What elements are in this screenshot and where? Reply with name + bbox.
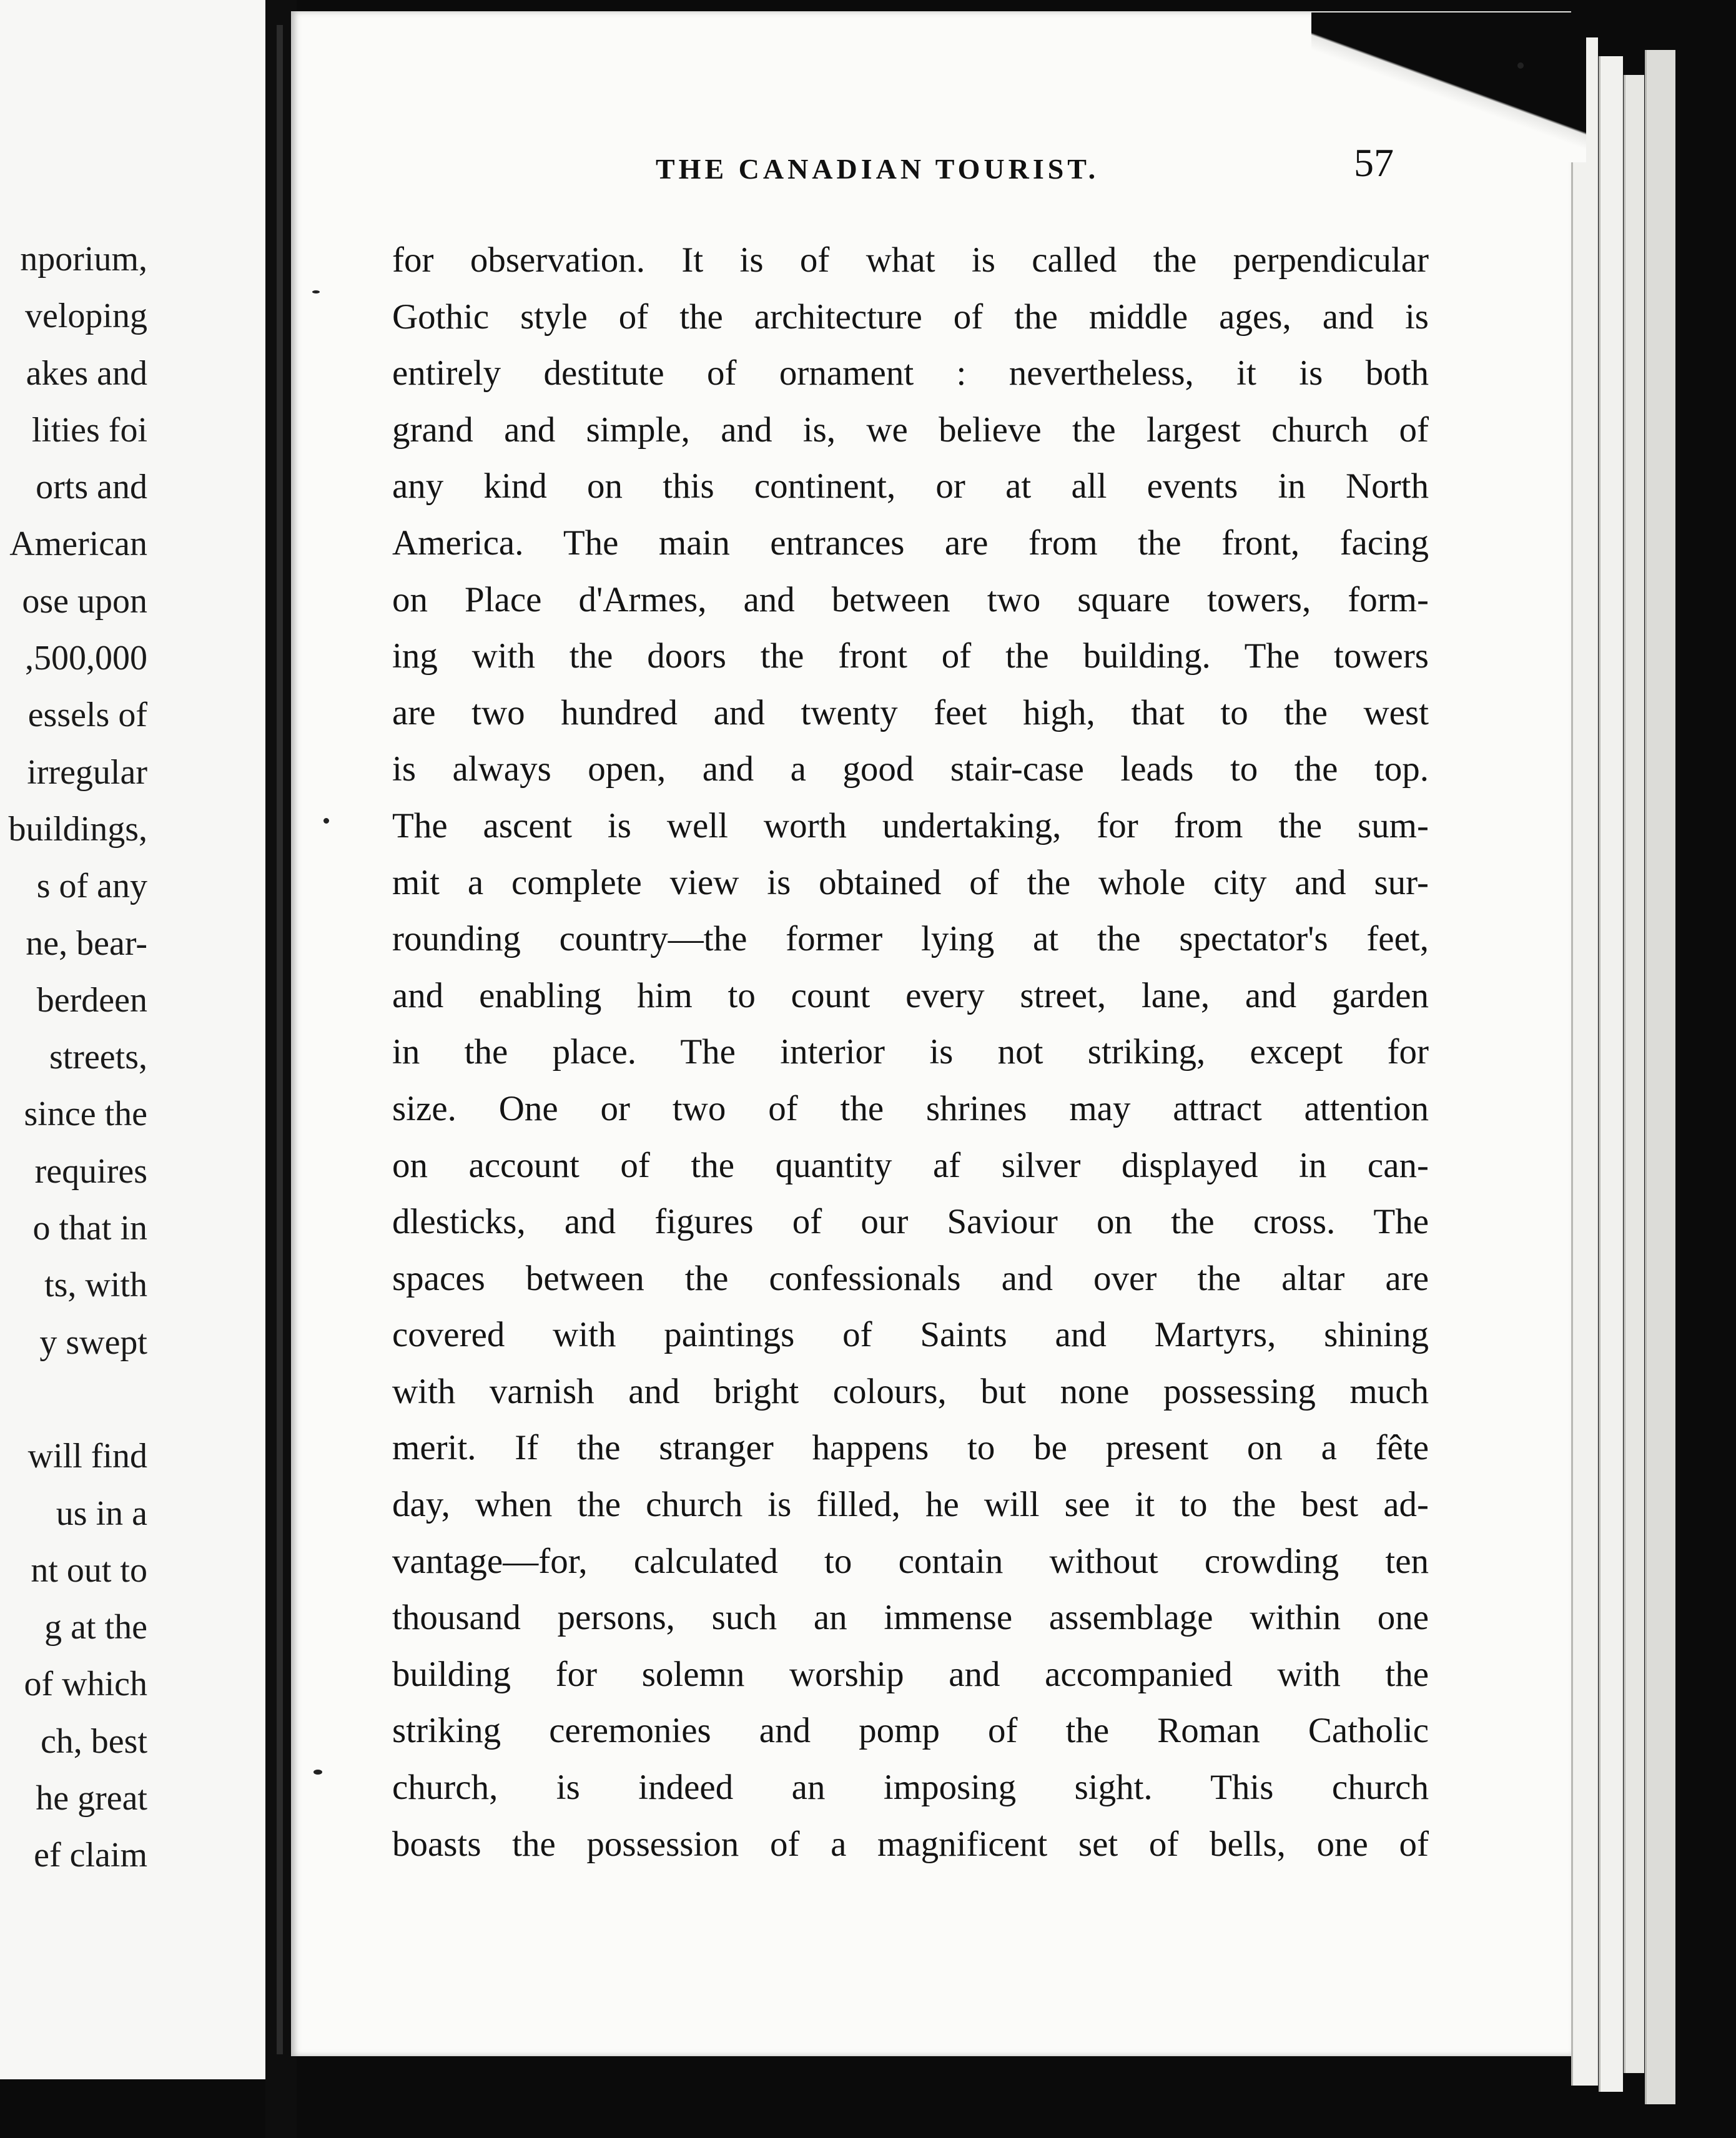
- left-line: since the: [24, 1095, 147, 1134]
- text-line: and enabling him to count every street, lane, and garden: [392, 975, 1429, 1015]
- left-line: essels of: [27, 696, 147, 735]
- left-line: streets,: [49, 1038, 147, 1077]
- body-text: [392, 232, 1429, 1873]
- text-line: on account of the quantity af silver displayed in can-: [392, 1145, 1429, 1185]
- text-line: merit. If the stranger happens to be present on a fête: [392, 1428, 1429, 1468]
- running-head: THE CANADIAN TOURIST.: [656, 153, 1100, 185]
- left-line: [0, 1371, 147, 1428]
- text-line: Gothic style of the architecture of the middle ages, and is: [392, 297, 1429, 337]
- text-line: any kind on this continent, or at all events in North: [392, 466, 1429, 506]
- left-page-text: [0, 231, 147, 1884]
- left-line: veloping: [25, 297, 147, 336]
- ink-speck: [1517, 62, 1524, 69]
- left-line: requires: [34, 1151, 147, 1191]
- ink-speck: [312, 290, 320, 293]
- left-line: ef claim: [34, 1836, 147, 1875]
- left-line: will find: [27, 1437, 147, 1476]
- folded-corner: [1311, 12, 1586, 162]
- page-edge: [1571, 37, 1598, 2086]
- left-line: nporium,: [20, 240, 147, 278]
- page-edge: [1599, 56, 1623, 2092]
- text-line: are two hundred and twenty feet high, that to the west: [392, 692, 1429, 732]
- left-page: [0, 0, 265, 2079]
- page-edge: [1624, 75, 1644, 2073]
- left-line: s of any: [36, 867, 147, 906]
- text-line: thousand persons, such an immense assemblage within one: [392, 1598, 1429, 1638]
- text-line: is always open, and a good stair-case leads to the top.: [392, 749, 1429, 789]
- left-line: ne, bear-: [26, 924, 147, 963]
- text-line: covered with paintings of Saints and Martyrs, shining: [392, 1315, 1429, 1355]
- left-line: he great: [36, 1779, 147, 1818]
- left-line: ose upon: [22, 581, 147, 621]
- ink-speck: [323, 818, 329, 824]
- text-line: church, is indeed an imposing sight. This church: [392, 1768, 1429, 1808]
- text-line: dlesticks, and figures of our Saviour on the cross. The: [392, 1202, 1429, 1242]
- text-line: grand and simple, and is, we believe the largest church of: [392, 410, 1429, 450]
- left-line: of which: [24, 1665, 147, 1704]
- left-line: buildings,: [8, 809, 147, 849]
- left-line: orts and: [36, 468, 147, 507]
- text-line: for observation. It is of what is called the perpendicular: [392, 240, 1429, 280]
- left-line: irregular: [27, 752, 147, 792]
- text-line: size. One or two of the shrines may attract attention: [392, 1088, 1429, 1128]
- text-line: on Place d'Armes, and between two square towers, form-: [392, 579, 1429, 619]
- text-line: spaces between the confessionals and over the altar are: [392, 1258, 1429, 1298]
- text-line: in the place. The interior is not striking, except for: [392, 1032, 1429, 1072]
- text-line: entirely destitute of ornament : nevertheless, it is both: [392, 353, 1429, 393]
- left-line: nt out to: [31, 1550, 147, 1590]
- page-edge: [1645, 50, 1675, 2104]
- text-line: vantage—for, calculated to contain without crowding ten: [392, 1541, 1429, 1581]
- text-line: day, when the church is filled, he will see it to the best ad-: [392, 1485, 1429, 1525]
- text-line: ing with the doors the front of the building. The towers: [392, 636, 1429, 676]
- left-line: akes and: [26, 353, 147, 393]
- gutter-shadow: [277, 25, 283, 2054]
- left-line: g at the: [44, 1608, 147, 1647]
- left-line: y swept: [39, 1323, 147, 1362]
- text-line: rounding country—the former lying at the spectator's feet,: [392, 919, 1429, 959]
- text-line: building for solemn worship and accompanied with the: [392, 1654, 1429, 1694]
- left-line: us in a: [56, 1494, 147, 1533]
- left-line: American: [9, 525, 147, 564]
- left-line: lities foi: [31, 410, 147, 450]
- text-line: with varnish and bright colours, but none possessing much: [392, 1371, 1429, 1411]
- left-line: ts, with: [44, 1266, 147, 1305]
- left-line: berdeen: [36, 980, 147, 1020]
- text-line: mit a complete view is obtained of the whole city and sur-: [392, 862, 1429, 902]
- text-line: striking ceremonies and pomp of the Roman Catholic: [392, 1711, 1429, 1751]
- text-line: The ascent is well worth undertaking, for from the sum-: [392, 805, 1429, 845]
- left-line: ,500,000: [25, 639, 147, 678]
- text-line: America. The main entrances are from the front, facing: [392, 523, 1429, 563]
- left-line: o that in: [32, 1209, 147, 1248]
- text-line: boasts the possession of a magnificent set of bells, one of: [392, 1824, 1429, 1864]
- left-line: ch, best: [40, 1722, 147, 1761]
- page-number: 57: [1354, 140, 1394, 185]
- ink-speck: [313, 1770, 322, 1775]
